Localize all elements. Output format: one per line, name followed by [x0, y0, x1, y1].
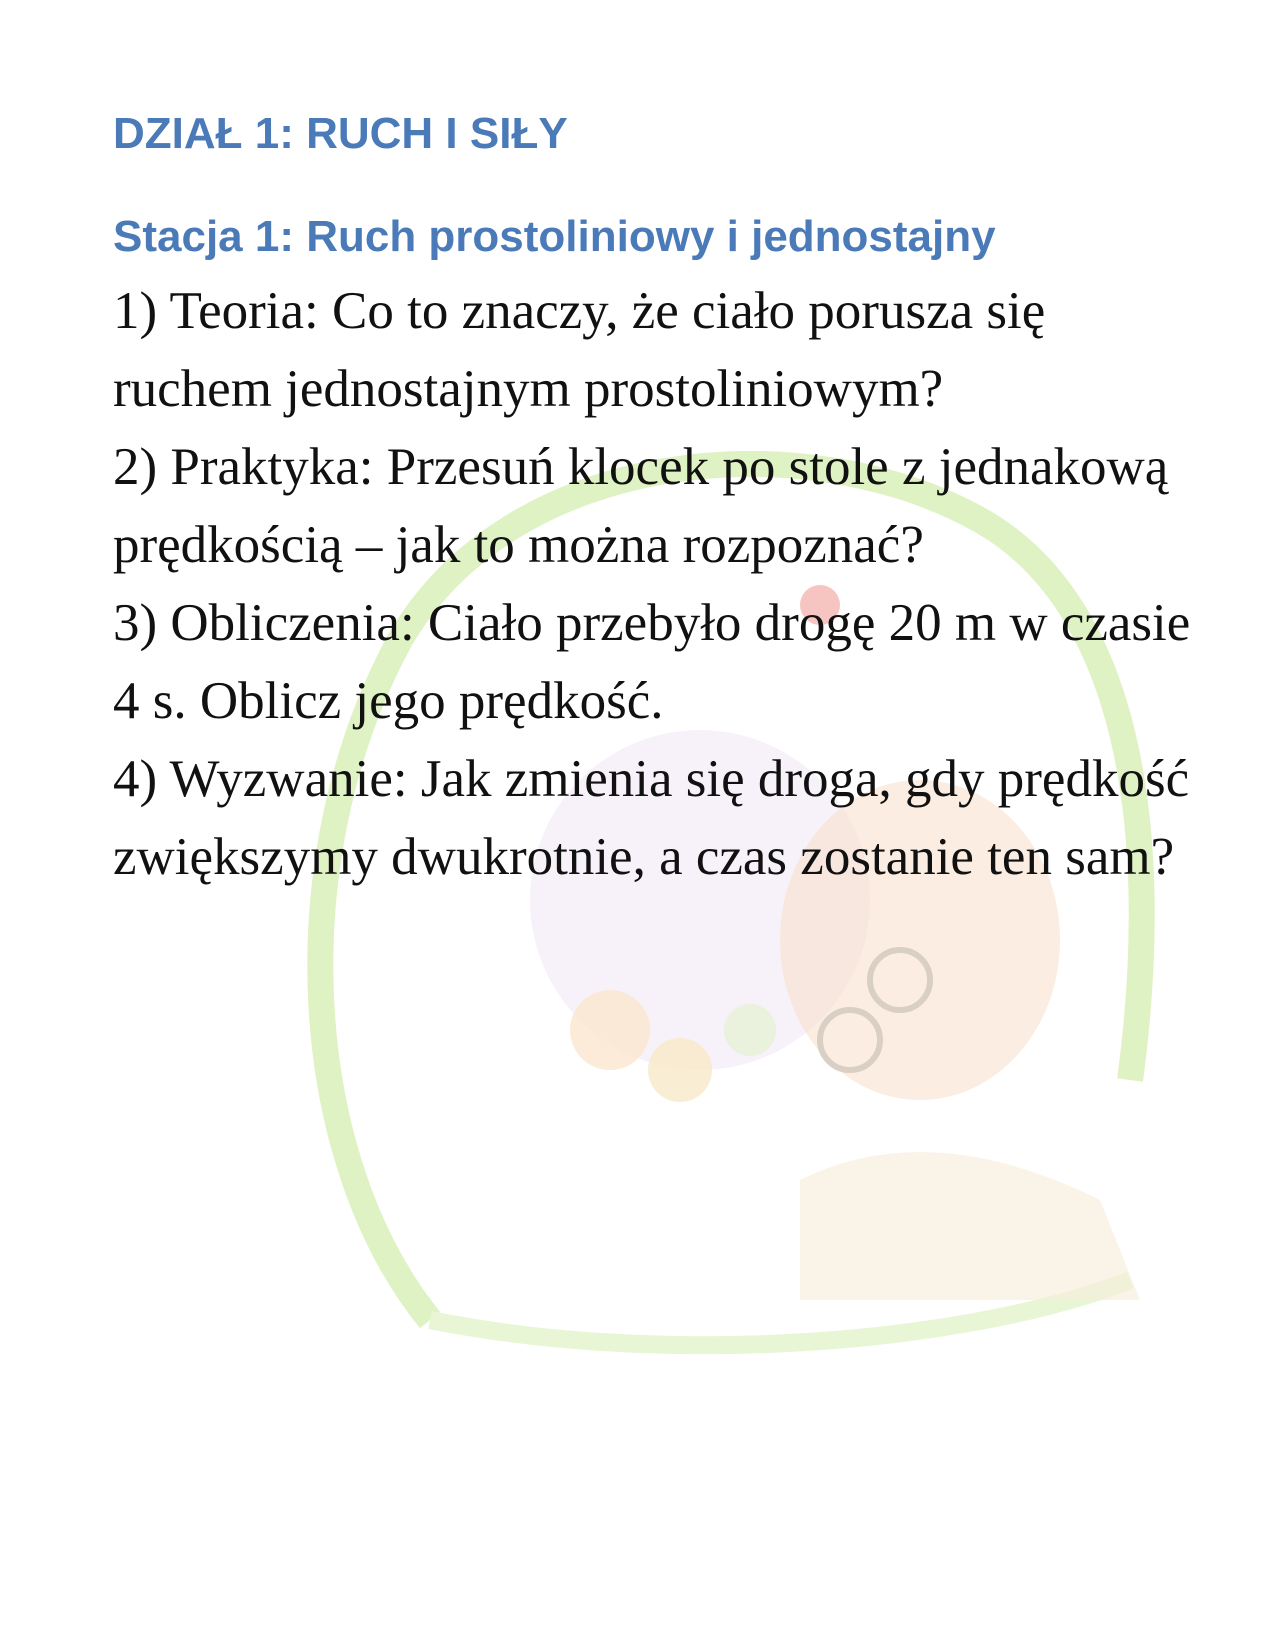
question-2: 2) Praktyka: Przesuń klocek po stole z jednakową prędkością – jak to można rozpoznać? — [113, 437, 1169, 574]
question-4: 4) Wyzwanie: Jak zmienia się droga, gdy prędkość zwiększymy dwukrotnie, a czas zostanie ten sam? — [113, 749, 1190, 886]
worksheet-content — [113, 108, 1193, 896]
station-title: Stacja 1: Ruch prostoliniowy i jednostajny — [113, 211, 996, 261]
question-3: 3) Obliczenia: Ciało przebyło drogę 20 m w czasie 4 s. Oblicz jego prędkość. — [113, 593, 1191, 730]
question-1: 1) Teoria: Co to znaczy, że ciało porusza się ruchem jednostajnym prostoliniowym? — [113, 281, 1046, 418]
section-title: DZIAŁ 1: RUCH I SIŁY — [113, 109, 568, 158]
